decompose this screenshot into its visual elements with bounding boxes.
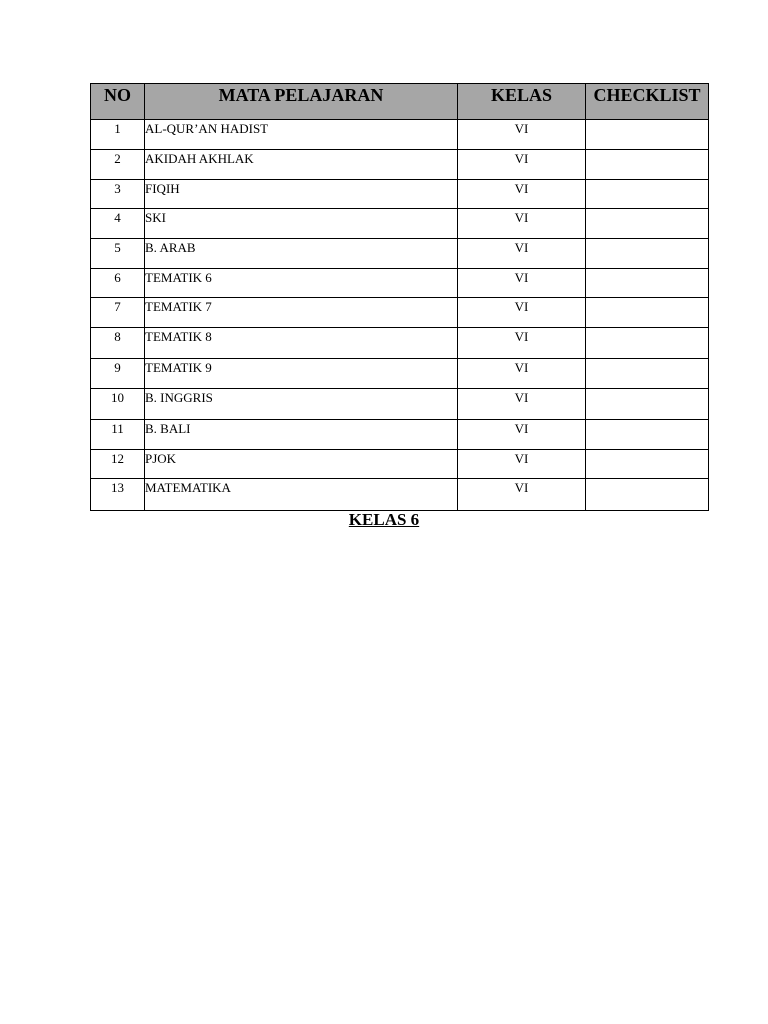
table-row: [91, 359, 709, 389]
row-checklist-cell: [586, 328, 709, 359]
row-subject: TEMATIK 8: [145, 328, 458, 359]
row-subject: B. ARAB: [145, 239, 458, 269]
row-class: VI: [458, 150, 586, 180]
row-subject: FIQIH: [145, 180, 458, 209]
row-number: 11: [91, 420, 145, 450]
row-subject: MATEMATIKA: [145, 479, 458, 511]
table-row: [91, 420, 709, 450]
row-number: 9: [91, 359, 145, 389]
table-row: [91, 180, 709, 209]
row-class: VI: [458, 359, 586, 389]
row-checklist-cell: [586, 479, 709, 511]
row-checklist-cell: [586, 209, 709, 239]
row-class: VI: [458, 389, 586, 420]
row-subject: TEMATIK 6: [145, 269, 458, 298]
subject-table: [90, 83, 709, 511]
table-row: [91, 209, 709, 239]
row-checklist-cell: [586, 298, 709, 328]
table-body: [91, 120, 709, 511]
row-class: VI: [458, 180, 586, 209]
row-checklist-cell: [586, 150, 709, 180]
row-class: VI: [458, 479, 586, 511]
table-header: [91, 84, 709, 120]
header-row: [91, 84, 709, 120]
row-checklist-cell: [586, 389, 709, 420]
row-class: VI: [458, 209, 586, 239]
header-checklist: CHECKLIST: [586, 84, 709, 120]
row-class: VI: [458, 450, 586, 479]
row-number: 1: [91, 120, 145, 150]
table-row: [91, 450, 709, 479]
header-class: KELAS: [458, 84, 586, 120]
table-row: [91, 239, 709, 269]
table-row: [91, 389, 709, 420]
row-subject: AKIDAH AKHLAK: [145, 150, 458, 180]
row-checklist-cell: [586, 239, 709, 269]
row-number: 4: [91, 209, 145, 239]
row-class: VI: [458, 328, 586, 359]
table-row: [91, 150, 709, 180]
row-number: 2: [91, 150, 145, 180]
row-class: VI: [458, 269, 586, 298]
row-subject: B. INGGRIS: [145, 389, 458, 420]
row-number: 10: [91, 389, 145, 420]
table-row: [91, 298, 709, 328]
row-subject: TEMATIK 7: [145, 298, 458, 328]
header-no: NO: [91, 84, 145, 120]
row-class: VI: [458, 298, 586, 328]
row-subject: TEMATIK 9: [145, 359, 458, 389]
table-caption: KELAS 6: [348, 510, 420, 529]
table-row: [91, 120, 709, 150]
header-subject: MATA PELAJARAN: [145, 84, 458, 120]
table-row: [91, 328, 709, 359]
row-number: 12: [91, 450, 145, 479]
row-class: VI: [458, 239, 586, 269]
row-checklist-cell: [586, 269, 709, 298]
row-subject: SKI: [145, 209, 458, 239]
row-subject: AL-QUR’AN HADIST: [145, 120, 458, 150]
row-number: 6: [91, 269, 145, 298]
row-checklist-cell: [586, 420, 709, 450]
row-class: VI: [458, 120, 586, 150]
row-number: 3: [91, 180, 145, 209]
table-row: [91, 479, 709, 511]
row-number: 7: [91, 298, 145, 328]
row-class: VI: [458, 420, 586, 450]
row-number: 5: [91, 239, 145, 269]
row-checklist-cell: [586, 450, 709, 479]
row-subject: B. BALI: [145, 420, 458, 450]
row-checklist-cell: [586, 180, 709, 209]
table-row: [91, 269, 709, 298]
row-checklist-cell: [586, 120, 709, 150]
row-subject: PJOK: [145, 450, 458, 479]
row-checklist-cell: [586, 359, 709, 389]
row-number: 8: [91, 328, 145, 359]
row-number: 13: [91, 479, 145, 511]
